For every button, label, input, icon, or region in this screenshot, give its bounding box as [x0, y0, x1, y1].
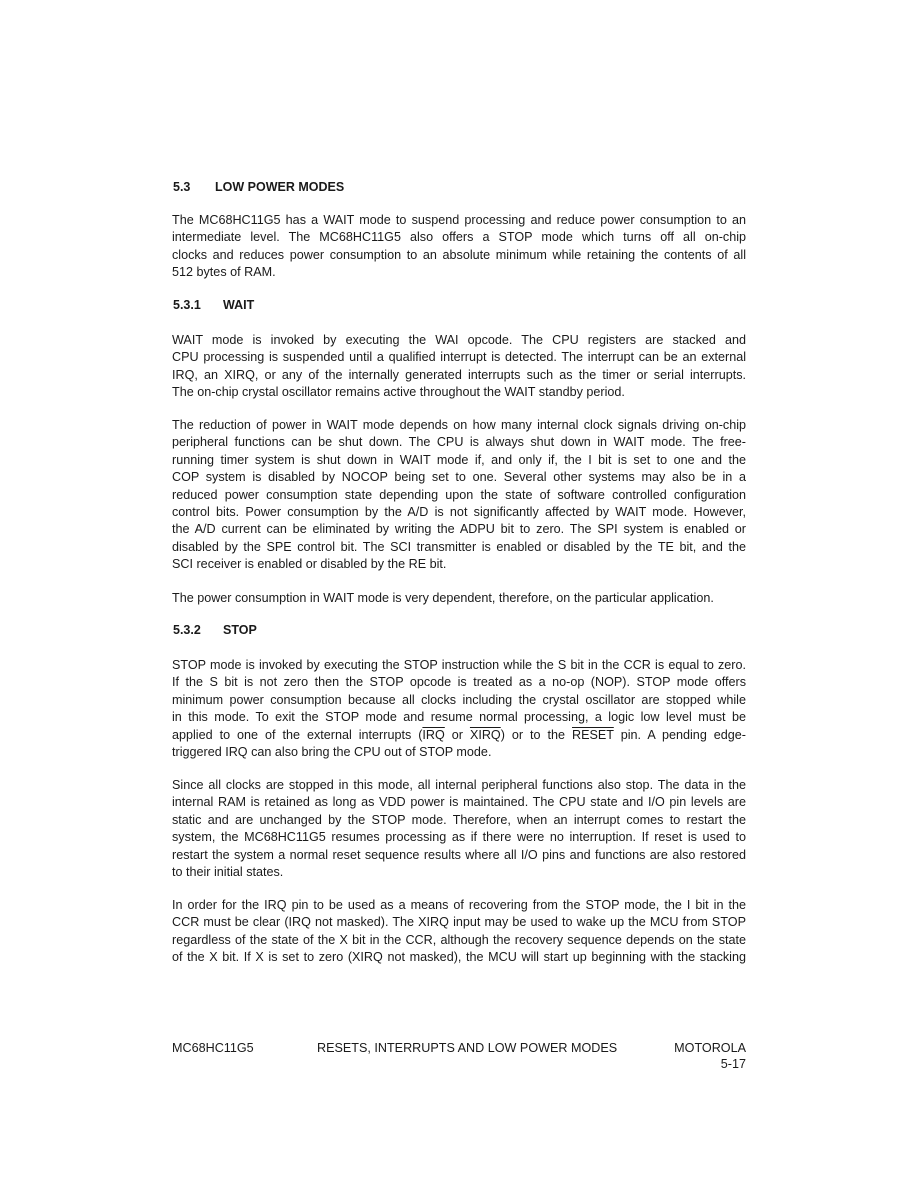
paragraph-line: The reduction of power in WAIT mode depends on how many internal clock signals driving on-chip [172, 418, 746, 432]
text-run: pin. A pending edge- [613, 727, 746, 742]
paragraph-line: static and are unchanged by the STOP mode. Therefore, when an interrupt comes to restart the [172, 812, 746, 827]
paragraph-line: In order for the IRQ pin to be used as a means of recovering from the STOP mode, the I bit in the [172, 898, 746, 912]
intro-paragraph [172, 212, 746, 282]
paragraph-line: WAIT mode is invoked by executing the WAI opcode. The CPU registers are stacked and [172, 333, 746, 347]
footer-company: MOTOROLA [674, 1041, 746, 1055]
paragraph-line: The on-chip crystal oscillator remains active throughout the WAIT standby period. [172, 385, 625, 400]
footer-publisher [674, 1040, 746, 1072]
paragraph-line: SCI receiver is enabled or disabled by the RE bit. [172, 557, 447, 572]
paragraph-line: regardless of the state of the X bit in the CCR, although the recovery sequence depends on the state [172, 932, 746, 947]
stop-paragraph-1 [172, 657, 746, 761]
paragraph-line: of the X bit. If X is set to zero (XIRQ not masked), the MCU will start up beginning with the stacking [172, 950, 746, 965]
wait-paragraph-1 [172, 332, 746, 402]
text-run: applied to one of the external interrupts ( [172, 727, 423, 742]
paragraph-line: minimum power consumption because all clocks including the crystal oscillator are stopped while [172, 692, 746, 707]
paragraph-line: in this mode. To exit the STOP mode and resume normal processing, a logic low level must be [172, 710, 746, 725]
reset-signal: RESET [572, 727, 614, 742]
paragraph-line: system, the MC68HC11G5 resumes processing as if there were no interruption. If reset is used to [172, 830, 746, 845]
paragraph-line: If the S bit is not zero then the STOP opcode is treated as a no-op (NOP). STOP mode offers [172, 675, 746, 690]
paragraph-line: STOP mode is invoked by executing the STOP instruction while the S bit in the CCR is equal to zero. [172, 658, 746, 672]
subsection-title: WAIT [223, 298, 255, 312]
paragraph-line: the A/D current can be eliminated by writing the ADPU bit to zero. The SPI system is enabled or [172, 522, 746, 537]
xirq-signal: XIRQ [469, 727, 501, 742]
stop-paragraph-3 [172, 897, 746, 967]
paragraph-line: peripheral functions can be shut down. The CPU is always shut down in WAIT mode. The free- [172, 435, 746, 450]
subsection-heading-wait [173, 298, 254, 312]
paragraph-line: clocks and reduces power consumption to an absolute minimum while retaining the contents of all [172, 247, 746, 262]
paragraph-line: disabled by the SPE control bit. The SCI transmitter is enabled or disabled by the TE bit, and the [172, 539, 746, 554]
subsection-number: 5.3.2 [173, 623, 201, 637]
page-number: 5-17 [720, 1057, 746, 1071]
paragraph-line: restart the system a normal reset sequence results where all I/O pins and functions are also restored [172, 847, 746, 862]
subsection-number: 5.3.1 [173, 298, 201, 312]
text-run: or [444, 727, 470, 742]
paragraph-line: CPU processing is suspended until a qualified interrupt is detected. The interrupt can be an external [172, 350, 746, 365]
paragraph-line [172, 727, 746, 744]
footer-part-number: MC68HC11G5 [172, 1041, 254, 1055]
paragraph-line: triggered IRQ can also bring the CPU out of STOP mode. [172, 744, 492, 759]
stop-paragraph-2 [172, 777, 746, 881]
paragraph-line: Since all clocks are stopped in this mode, all internal peripheral functions also stop. The data in the [172, 778, 746, 792]
paragraph-line: intermediate level. The MC68HC11G5 also offers a STOP mode which turns off all on-chip [172, 230, 746, 245]
paragraph-line: COP system is disabled by NOCOP being set to one. Several other systems may also be in a [172, 470, 746, 485]
paragraph-line: The power consumption in WAIT mode is very dependent, therefore, on the particular application. [172, 591, 714, 605]
paragraph-line: 512 bytes of RAM. [172, 265, 276, 280]
wait-paragraph-3 [172, 590, 746, 607]
section-number: 5.3 [173, 180, 191, 194]
paragraph-line: reduced power consumption state depending upon the state of software controlled configuration [172, 487, 746, 502]
paragraph-line: control bits. Power consumption by the A/D is not significantly affected by WAIT mode. However, [172, 504, 746, 519]
paragraph-line: CCR must be clear (IRQ not masked). The XIRQ input may be used to wake up the MCU from STOP [172, 915, 746, 930]
footer-chapter-title: RESETS, INTERRUPTS AND LOW POWER MODES [317, 1041, 618, 1055]
paragraph-line: IRQ, an XIRQ, or any of the internally generated interrupts such as the timer or serial interrupts. [172, 367, 746, 382]
subsection-heading-stop [173, 623, 257, 637]
irq-signal: $\overline{IRQ}$ [422, 727, 445, 742]
subsection-title: STOP [223, 623, 257, 637]
paragraph-line: running timer system is shut down in WAIT mode if, and only if, the I bit is set to one and the [172, 452, 746, 467]
section-heading [173, 180, 344, 194]
wait-paragraph-2 [172, 417, 746, 574]
text-run: ) or to the [500, 727, 573, 742]
paragraph-line: internal RAM is retained as long as VDD power is maintained. The CPU state and I/O pin levels are [172, 795, 746, 810]
section-title: LOW POWER MODES [215, 180, 345, 194]
paragraph-line: The MC68HC11G5 has a WAIT mode to suspend processing and reduce power consumption to an [172, 213, 746, 227]
paragraph-line: to their initial states. [172, 864, 284, 879]
